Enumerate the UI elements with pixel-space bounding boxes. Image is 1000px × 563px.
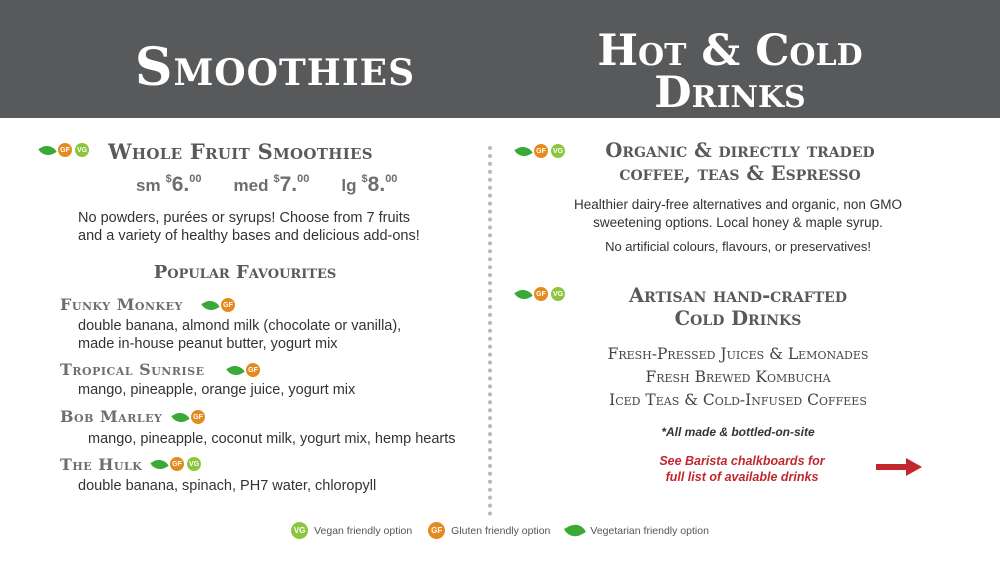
item-the-hulk-name: The Hulk — [60, 455, 143, 474]
coffee-no-artificial-note: No artificial colours, flavours, or preservatives! — [605, 239, 871, 254]
gluten-free-badge-icon: GF — [191, 410, 205, 424]
the-hulk-diet-icons — [152, 457, 201, 471]
vegetarian-leaf-icon — [564, 521, 586, 541]
item-bob-marley-name: Bob Marley — [60, 407, 163, 426]
cold-drink-item: Iced Teas & Cold-Infused Coffees — [609, 391, 867, 409]
vegetarian-leaf-icon — [201, 297, 219, 314]
coffee-section-title: Organic & directly traded coffee, teas & Espresso — [605, 139, 875, 185]
arrow-right-icon — [876, 458, 922, 476]
vegetarian-leaf-icon — [171, 409, 189, 426]
legend-gluten: GF Gluten friendly option — [428, 522, 550, 539]
gluten-free-badge-icon: GF — [221, 298, 235, 312]
price-row — [136, 173, 397, 197]
legend-vegan: VG Vegan friendly option — [291, 522, 412, 539]
cold-drinks-title: Artisan hand-crafted Cold Drinks — [629, 284, 847, 330]
bottled-on-site-note: *All made & bottled-on-site — [661, 425, 815, 439]
vegan-badge-icon: VG — [187, 457, 201, 471]
vegan-badge-icon: VG — [291, 522, 308, 539]
gluten-free-badge-icon: GF — [534, 144, 548, 158]
hot-cold-heading-line1: Hot & Cold — [597, 26, 863, 76]
vegetarian-leaf-icon — [514, 286, 532, 303]
item-the-hulk-description: double banana, spinach, PH7 water, chloropyll — [78, 478, 377, 494]
item-funky-monkey-name: Funky Monkey — [60, 295, 183, 314]
coffee-diet-icons — [516, 144, 565, 158]
gluten-free-badge-icon: GF — [428, 522, 445, 539]
hot-cold-heading-line2: Drinks — [654, 68, 806, 118]
hot-cold-drinks-heading — [540, 26, 920, 118]
whole-fruit-diet-icons — [40, 143, 89, 157]
cold-drink-item: Fresh-Pressed Juices & Lemonades — [607, 345, 869, 363]
price-large: lg $8.00 — [341, 173, 398, 196]
bob-marley-diet-icons — [173, 410, 205, 424]
item-bob-marley-description: mango, pineapple, coconut milk, yogurt mix, hemp hearts — [88, 431, 456, 447]
cold-drinks-list — [540, 343, 936, 412]
cold-drinks-diet-icons — [516, 287, 565, 301]
legend-vegetarian: Vegetarian friendly option — [566, 524, 709, 537]
barista-chalkboard-note: See Barista chalkboards for full list of available drinks — [659, 454, 825, 484]
item-funky-monkey-description: double banana, almond milk (chocolate or vanilla), made in-house peanut butter, yogurt mix — [78, 318, 402, 352]
funky-monkey-diet-icons — [203, 298, 235, 312]
vegetarian-leaf-icon — [38, 142, 56, 159]
tropical-sunrise-diet-icons — [228, 363, 260, 377]
gluten-free-badge-icon: GF — [58, 143, 72, 157]
item-tropical-sunrise-name: Tropical Sunrise — [60, 360, 205, 379]
vegan-badge-icon: VG — [551, 287, 565, 301]
popular-favourites-title: Popular Favourites — [153, 262, 337, 283]
vegan-badge-icon: VG — [75, 143, 89, 157]
cold-drink-item: Fresh Brewed Kombucha — [645, 368, 831, 386]
header-bar — [0, 0, 1000, 118]
gluten-free-badge-icon: GF — [170, 457, 184, 471]
diet-legend — [0, 522, 1000, 539]
whole-fruit-smoothies-title: Whole Fruit Smoothies — [108, 139, 373, 164]
coffee-description: Healthier dairy-free alternatives and organic, non GMO sweetening options. Local honey & maple syrup. — [574, 197, 902, 230]
column-divider — [488, 146, 492, 516]
vegetarian-leaf-icon — [150, 456, 168, 473]
item-tropical-sunrise-description: mango, pineapple, orange juice, yogurt mix — [78, 382, 356, 398]
smoothies-description: No powders, purées or syrups! Choose from 7 fruits and a variety of healthy bases and delicious add-ons! — [78, 210, 420, 244]
gluten-free-badge-icon: GF — [246, 363, 260, 377]
gluten-free-badge-icon: GF — [534, 287, 548, 301]
vegetarian-leaf-icon — [514, 143, 532, 160]
vegan-badge-icon: VG — [551, 144, 565, 158]
smoothies-heading: Smoothies — [134, 37, 416, 98]
price-medium: med $7.00 — [233, 173, 310, 196]
price-small: sm $6.00 — [136, 173, 202, 196]
vegetarian-leaf-icon — [226, 362, 244, 379]
